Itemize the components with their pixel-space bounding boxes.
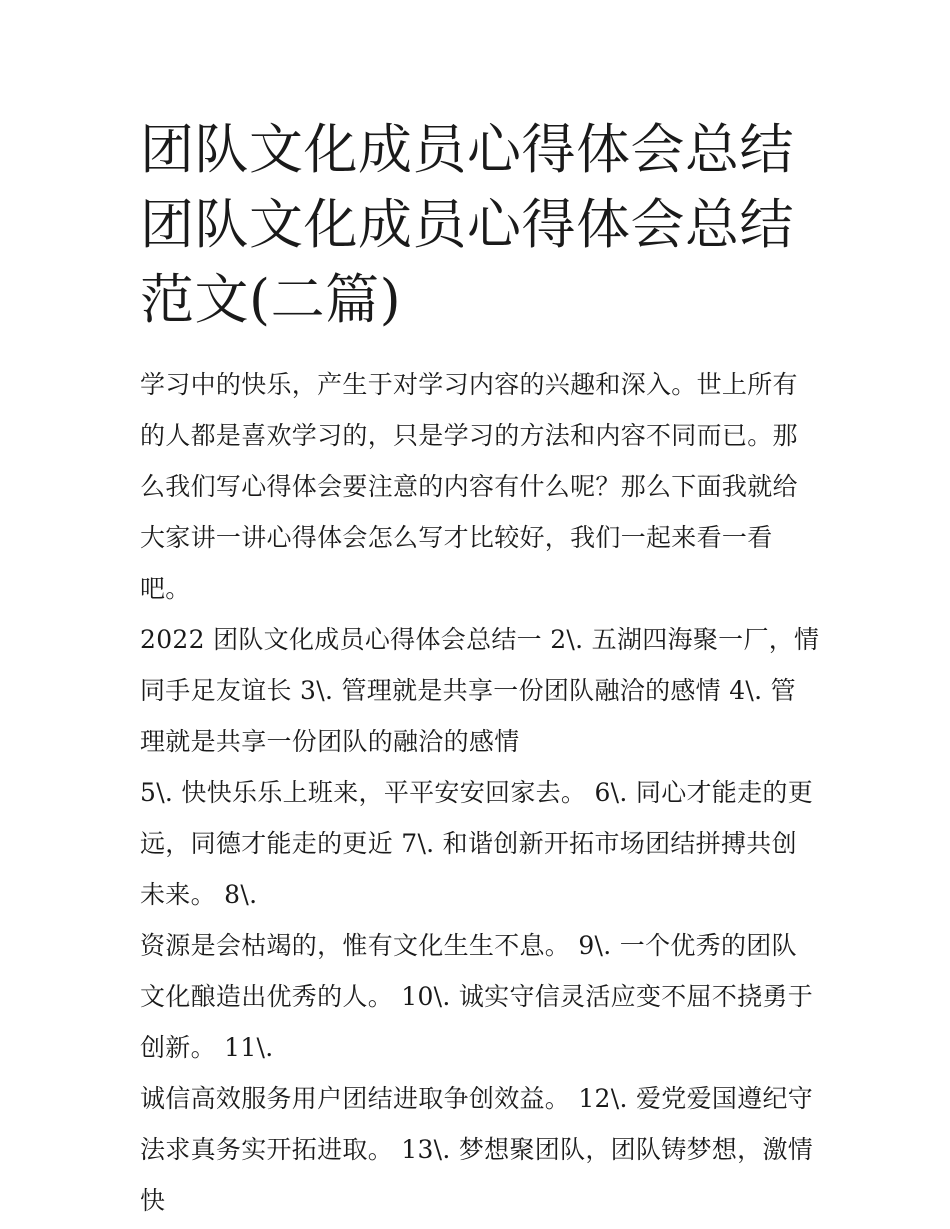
paragraph-slogans-3: 资源是会枯竭的，惟有文化生生不息。 9\. 一个优秀的团队文化酿造出优秀的人。 10\. 诚实守信灵活应变不屈不挠勇于创新。 11\. [140,931,814,1062]
document-title: 团队文化成员心得体会总结 团队文化成员心得体会总结范文(二篇) [140,118,794,331]
paragraph-intro: 学习中的快乐，产生于对学习内容的兴趣和深入。世上所有的人都是喜欢学习的，只是学习的方法和内容不同而已。那么我们写心得体会要注意的内容有什么呢？那么下面我就给大家讲一讲心得体会怎么写才比较好，我们一起来看一看吧。 [140,370,798,603]
document-body [140,359,820,1226]
paragraph-slogans-4: 诚信高效服务用户团结进取争创效益。 12\. 爱党爱国遵纪守法求真务实开拓进取。 13\. 梦想聚团队，团队铸梦想，激情快 [140,1084,814,1215]
paragraph-slogans-2: 5\. 快快乐乐上班来，平平安安回家去。 6\. 同心才能走的更远，同德才能走的更近 7\. 和谐创新开拓市场团结拼搏共创未来。 8\. [140,778,813,909]
document-page [140,112,820,1226]
paragraph-slogans-1: 2022 团队文化成员心得体会总结一 2\. 五湖四海聚一厂，情同手足友谊长 3\. 管理就是共享一份团队融洽的感情 4\. 管理就是共享一份团队的融洽的感情 [140,625,820,756]
